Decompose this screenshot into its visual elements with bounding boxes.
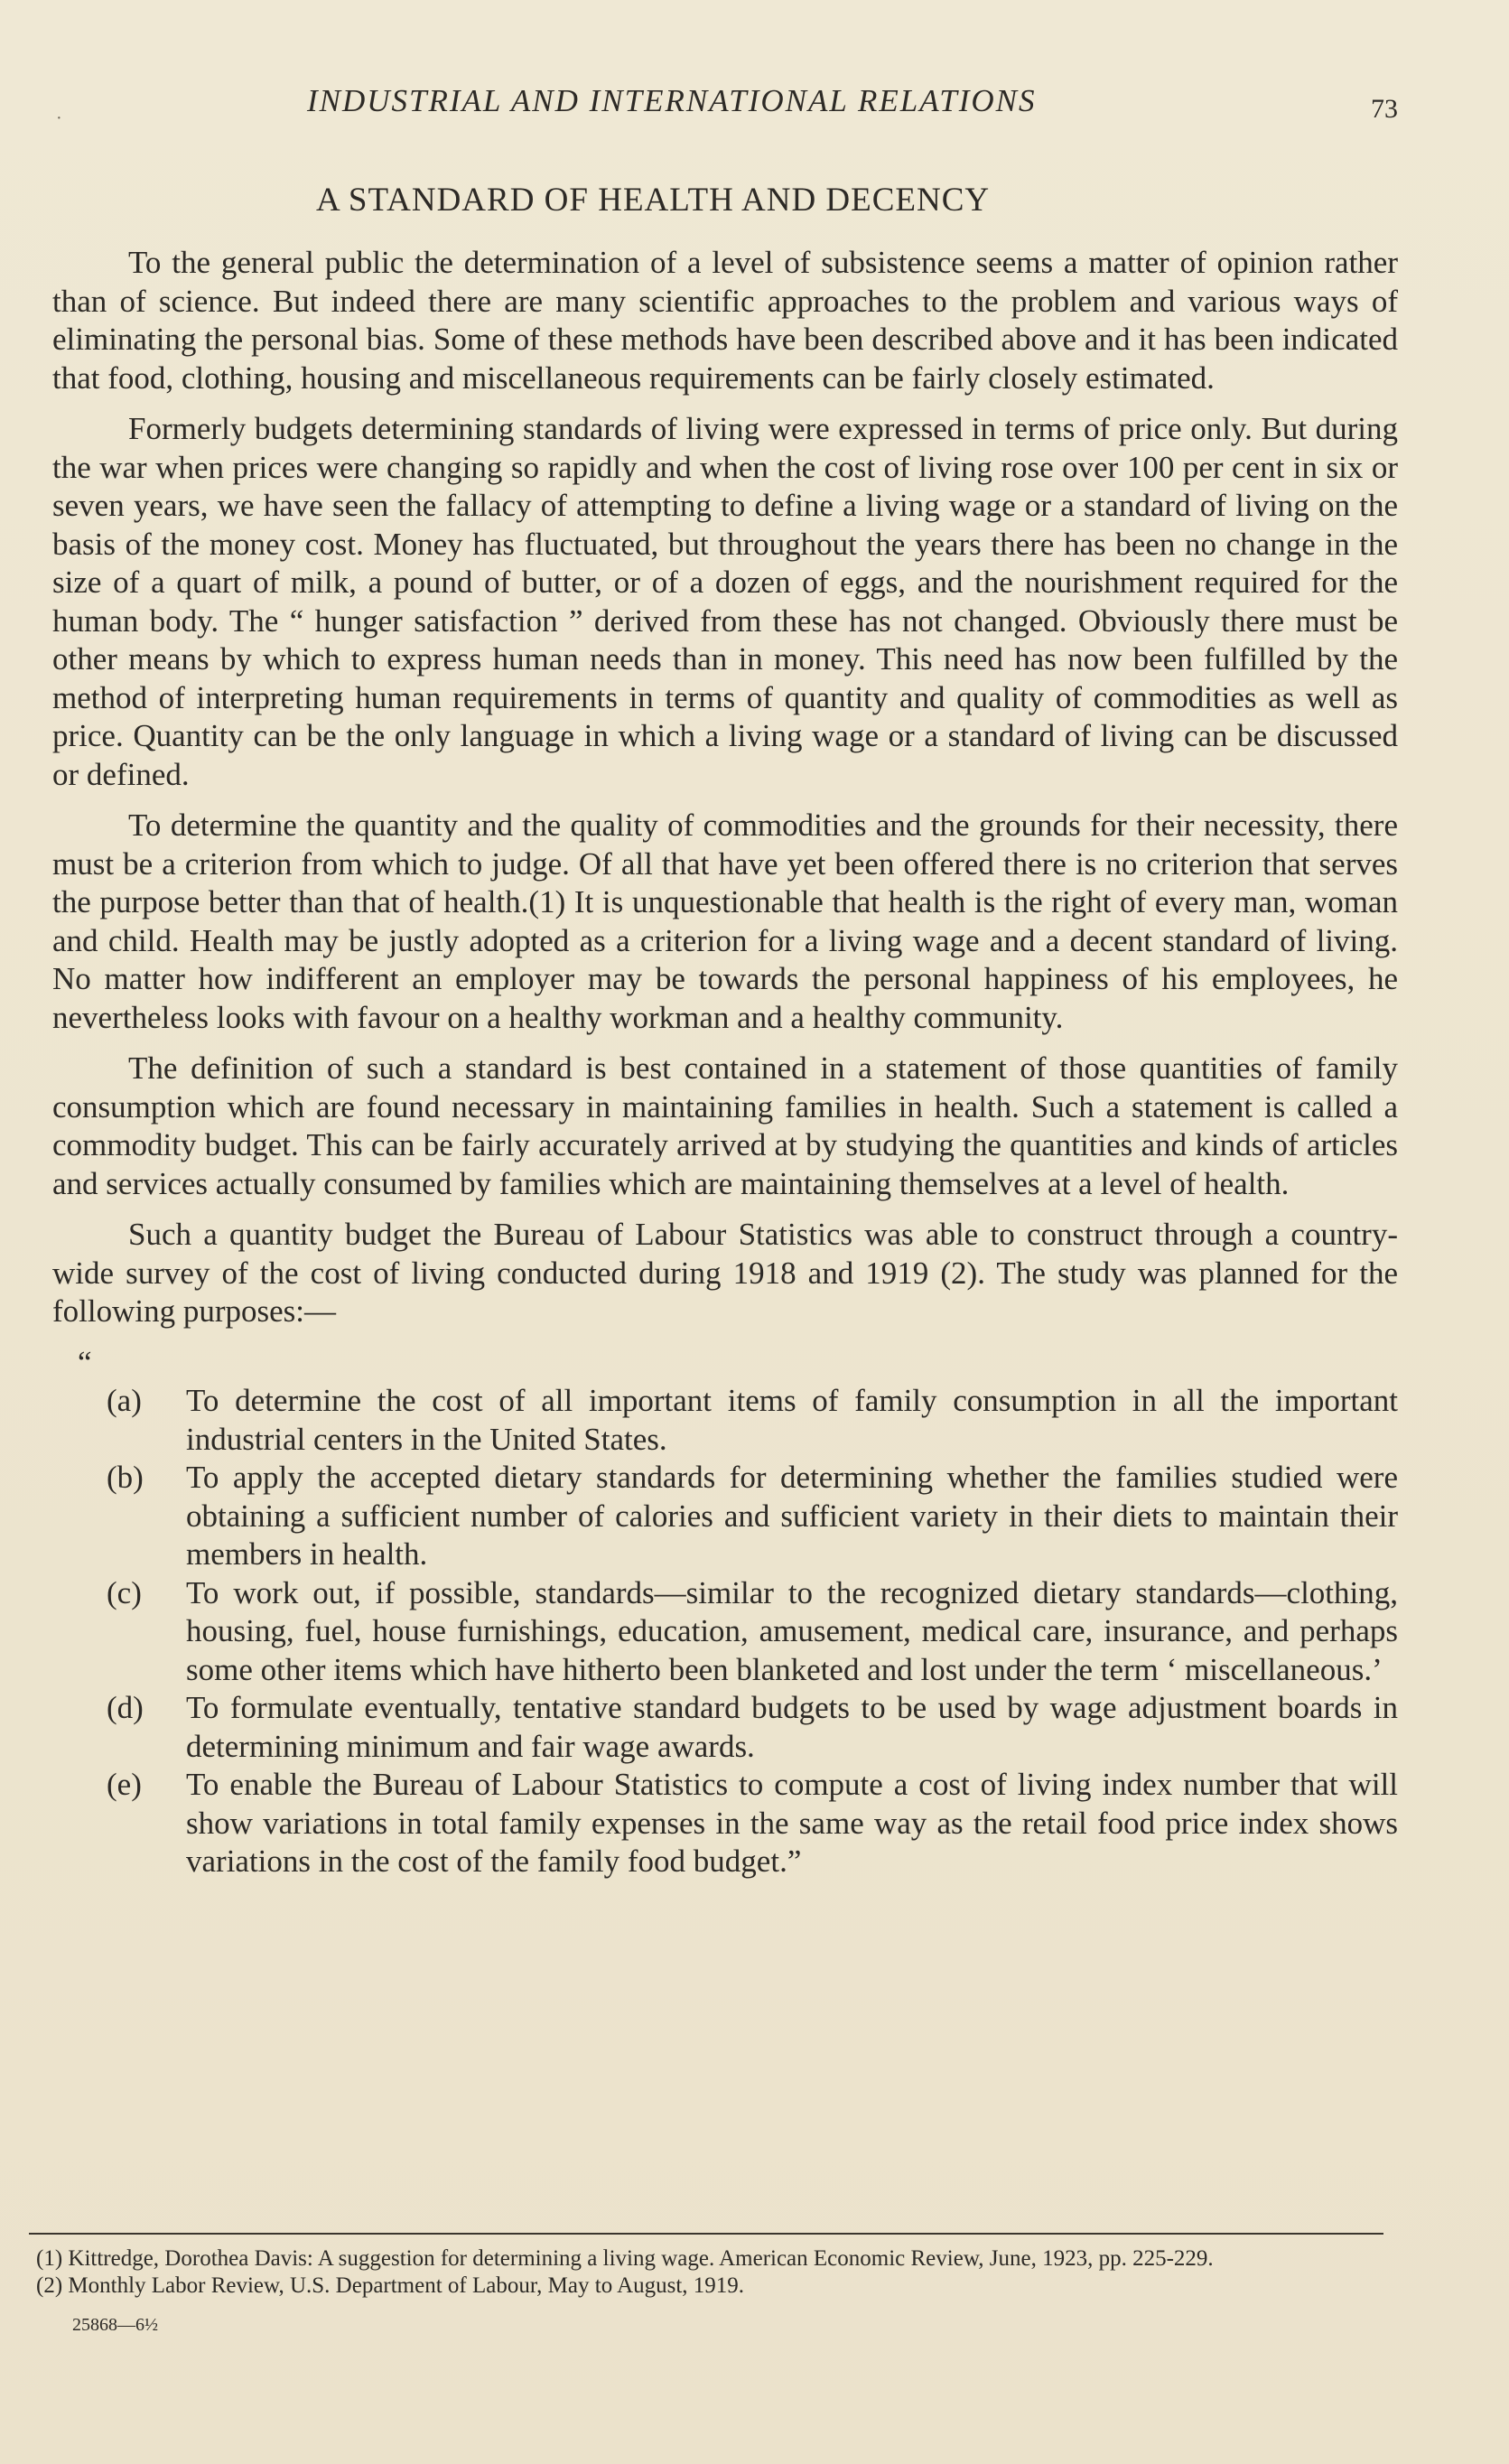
purpose-label: (b) <box>107 1460 144 1495</box>
open-quote: “ <box>78 1344 92 1380</box>
footnote: (2) Monthly Labor Review, U.S. Department of Labour, May to August, 1919. <box>36 2273 745 2298</box>
footnote-divider <box>29 2233 1383 2235</box>
paragraph: The definition of such a standard is best contained in a statement of those quantities of family consumption which are found necessary in maintaining families in health. Such a statement is called a commodity budget. This can be fairly accurately arrived at by studying the quantities and kinds of articles and services actually consumed by families which are maintaining themselves at a level of health. <box>52 1050 1398 1201</box>
printer-mark: 25868—6½ <box>72 2315 158 2335</box>
paragraph: To determine the quantity and the quality of commodities and the grounds for their necessity, there must be a criterion from which to judge. Of all that have yet been offered there is no criterion that serves the purpose better than that of health.(1) It is unquestionable that health is the right of every man, woman and child. Health may be justly adopted as a criterion for a living wage and a decent standard of living. No matter how indifferent an employer may be towards the personal happiness of his employees, he nevertheless looks with favour on a healthy workman and a healthy community. <box>52 807 1398 1035</box>
paragraph: To the general public the determination of a level of subsistence seems a matter of opinion rather than of science. But indeed there are many scientific approaches to the problem and various ways of eliminating the personal bias. Some of these methods have been described above and it has been indicated that food, clothing, housing and miscellaneous requirements can be fairly closely estimated. <box>52 245 1398 396</box>
purpose-label: (d) <box>107 1690 144 1725</box>
purpose-text: To enable the Bureau of Labour Statistics to compute a cost of living index number that will show variations in total family expenses in the same way as the retail food price index shows variations in the cost of the family food budget.” <box>186 1767 1398 1879</box>
running-head: INDUSTRIAL AND INTERNATIONAL RELATIONS <box>307 83 1037 118</box>
purpose-item <box>52 1459 1398 1574</box>
page-mark: · <box>56 108 62 128</box>
purpose-list <box>52 1344 1398 1881</box>
purpose-text: To apply the accepted dietary standards for determining whether the families studied were obtaining a sufficient number of calories and sufficient variety in their diets to maintain their members in health. <box>186 1460 1398 1572</box>
footnotes <box>36 2245 1382 2300</box>
section-title: A STANDARD OF HEALTH AND DECENCY <box>316 182 991 219</box>
purpose-item <box>52 1382 1398 1459</box>
purpose-item <box>52 1574 1398 1690</box>
page-number: 73 <box>1371 94 1398 124</box>
purpose-label: (e) <box>107 1767 142 1802</box>
purpose-text: To determine the cost of all important items of family consumption in all the important industrial centers in the United States. <box>186 1383 1398 1457</box>
purpose-item <box>52 1766 1398 1881</box>
purpose-text: To work out, if possible, standards—similar to the recognized dietary standards—clothing, housing, fuel, house furnishings, education, amusement, medical care, insurance, and perhaps some other items which have hitherto been blanketed and lost under the term ‘ miscellaneous.’ <box>186 1574 1398 1687</box>
paragraph: Formerly budgets determining standards of living were expressed in terms of price only. But during the war when prices were changing so rapidly and when the cost of living rose over 100 per cent in six or seven years, we have seen the fallacy of attempting to define a living wage or a standard of living on the basis of the money cost. Money has fluctuated, but throughout the years there has been no change in the size of a quart of milk, a pound of butter, or of a dozen of eggs, and the nourishment required for the human body. The “ hunger satisfaction ” derived from these has not changed. Obviously there must be other means by which to express human needs than in money. This need has now been fulfilled by the method of interpreting human requirements in terms of quantity and quality of commodities as well as price. Quantity can be the only language in which a living wage or a standard of living can be discussed or defined. <box>52 411 1398 792</box>
body-text <box>52 244 1398 1894</box>
purpose-text: To formulate eventually, tentative standard budgets to be used by wage adjustment boards in determining minimum and fair wage awards. <box>186 1690 1398 1764</box>
purpose-label: (c) <box>107 1574 142 1610</box>
purpose-label: (a) <box>107 1383 142 1418</box>
purpose-item <box>52 1689 1398 1766</box>
footnote: (1) Kittredge, Dorothea Davis: A suggestion for determining a living wage. American Economic Review, June, 1923, pp. 225-229. <box>36 2246 1214 2271</box>
paragraph: Such a quantity budget the Bureau of Labour Statistics was able to construct through a country-wide survey of the cost of living conducted during 1918 and 1919 (2). The study was planned for the following purposes:— <box>52 1217 1398 1329</box>
